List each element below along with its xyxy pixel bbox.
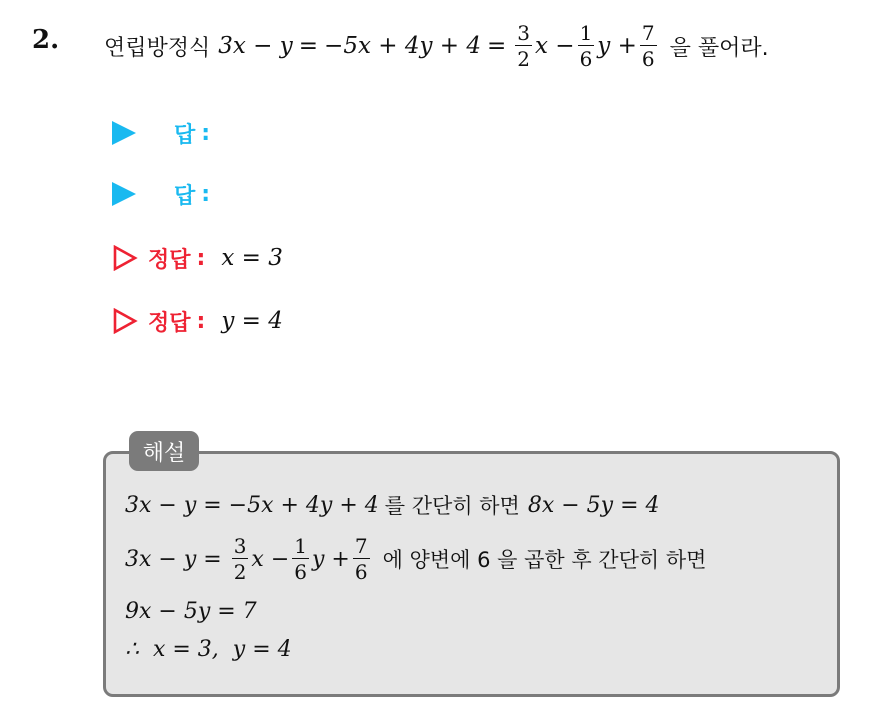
fraction-seven-sixths xyxy=(640,23,657,69)
solution-line-4 xyxy=(125,632,292,666)
fraction-one-sixth xyxy=(292,536,309,582)
answer-label: 답 xyxy=(174,183,196,209)
question-prefix: 연립방정식 xyxy=(104,35,211,61)
fraction-numerator: 7 xyxy=(641,21,655,45)
question-term-x: x − xyxy=(535,33,575,59)
fraction-seven-sixths xyxy=(353,536,370,582)
fraction-numerator: 1 xyxy=(294,534,307,558)
solution-term-y: y + xyxy=(312,546,350,572)
correct-answer-row-1 xyxy=(112,238,283,278)
fraction-numerator: 3 xyxy=(233,534,247,558)
correct-answer-colon: : xyxy=(196,245,206,271)
fraction-three-halves xyxy=(515,23,532,69)
solution-tab: 해설 xyxy=(129,431,199,471)
outline-triangle-icon xyxy=(112,308,138,334)
question-number: 2. xyxy=(32,25,60,55)
fraction-one-sixth xyxy=(578,23,595,69)
solution-text: 를 간단히 하면 xyxy=(384,494,520,518)
answer-blank-row-1 xyxy=(112,113,210,153)
correct-answer-row-2 xyxy=(112,301,283,341)
fraction-denominator: 6 xyxy=(641,47,655,71)
equals-sign: = xyxy=(298,33,319,59)
solution-conclusion: ∴ x = 3, y = 4 xyxy=(125,636,292,662)
fraction-denominator: 6 xyxy=(294,560,307,584)
correct-answer-label: 정답 xyxy=(148,310,191,336)
answer-blank-row-2 xyxy=(112,174,210,214)
solution-line-1 xyxy=(125,488,660,522)
question-middle-expr: −5x + 4y + 4 xyxy=(324,33,481,59)
question-suffix: 을 풀어라. xyxy=(669,35,769,61)
solution-line-2 xyxy=(125,528,706,590)
solid-triangle-icon xyxy=(112,121,136,145)
solution-result: 8x − 5y = 4 xyxy=(527,492,660,518)
correct-answer-value: x = 3 xyxy=(221,245,283,271)
solution-text: 에 양변에 6 을 곱한 후 간단히 하면 xyxy=(382,548,707,572)
solid-triangle-icon xyxy=(112,182,136,206)
solution-equation: 9x − 5y = 7 xyxy=(125,598,257,624)
solution-line-3 xyxy=(125,594,257,628)
correct-answer-label: 정답 xyxy=(148,247,191,273)
question-term-y: y + xyxy=(597,33,637,59)
fraction-numerator: 7 xyxy=(354,534,368,558)
fraction-denominator: 2 xyxy=(517,47,530,71)
fraction-numerator: 1 xyxy=(579,21,593,45)
solution-lhs: 3x − y = xyxy=(125,546,222,572)
fraction-three-halves xyxy=(232,536,249,582)
fraction-denominator: 2 xyxy=(233,560,247,584)
correct-answer-value: y = 4 xyxy=(221,308,283,334)
fraction-numerator: 3 xyxy=(517,21,530,45)
fraction-denominator: 6 xyxy=(579,47,593,71)
solution-term-x: x − xyxy=(251,546,290,572)
answer-colon: : xyxy=(201,181,211,207)
equals-sign: = xyxy=(486,33,507,59)
question-lhs: 3x − y xyxy=(218,33,293,59)
answer-label: 답 xyxy=(174,122,196,148)
fraction-denominator: 6 xyxy=(354,560,368,584)
answer-colon: : xyxy=(201,120,211,146)
correct-answer-colon: : xyxy=(196,308,206,334)
outline-triangle-icon xyxy=(112,245,138,271)
solution-equation: 3x − y = −5x + 4y + 4 xyxy=(125,492,379,518)
question-statement xyxy=(104,14,769,78)
